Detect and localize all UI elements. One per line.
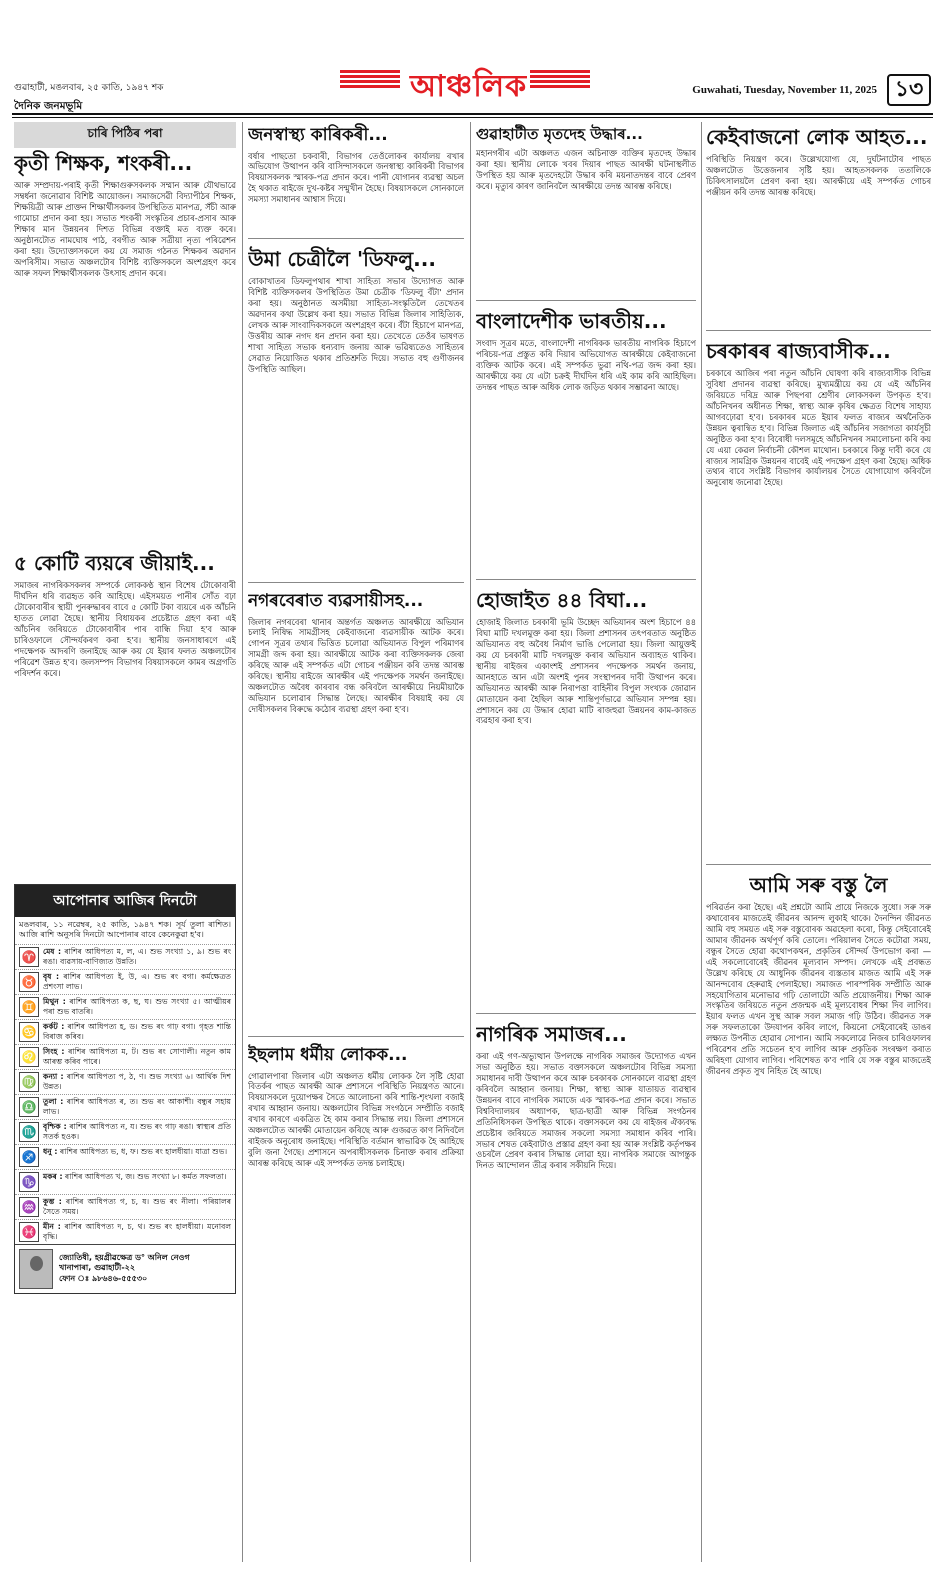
- horoscope-sign: [15, 969, 235, 994]
- masthead-date-english: Guwahati, Tuesday, November 11, 2025: [692, 84, 877, 96]
- headline: ৫ কোটি ব্যয়ৰে জীয়াই...: [14, 551, 215, 575]
- sign-reading: [43, 1047, 231, 1067]
- article-body: সমাজৰ নাগৰিকসকলৰ সম্পৰ্কে লোককণ্ঠ স্থান বিশেষ টোকোবাৰী দীৰ্ঘদিন ধৰি ব্যৱহৃত কৰি আহিছে। এইসময়ত পানীৰ সোঁত বঢ়া টোকোবাৰীৰ স্থায়ী পুনৰুদ্ধাৰৰ বাবে ৫ কোটি টকা ব্যয়ৰে এক আঁচনি হাতত লোৱা হৈছে। স্থানীয় বিধায়কৰ প্ৰচেষ্টাত গ্ৰহণ কৰা এই আঁচনিৰ জৰিয়তে টোকোবাৰীৰ পাৰ বান্ধি দিয়া হ'ব আৰু চাৰিওফালে সৌন্দৰ্যকৰণ কৰা হ'ব। স্থানীয় জনসাধাৰণে এই পদক্ষেপক আদৰণি জনাইছে আৰু কয় যে ইয়াৰ ফলত অঞ্চলটোৰ পৰিৱেশ উন্নত হ'ব। জলসম্পদ বিভাগৰ বিষয়াসকলে কামৰ অগ্ৰগতি পৰিদৰ্শন কৰে।: [14, 580, 236, 678]
- article-body: বৰ্ষাৰ পাছতো চকবাৰী, বিভাগৰ তেওঁলোকৰ কাৰ্যালয় ৰখাৰ অভিযোগ উত্থাপন কৰি বাসিন্দাসকলে জনস্বাস্থ্য কাৰিকৰী বিভাগৰ বিষয়াসকলক স্মাৰক-পত্ৰ প্ৰদান কৰে। পানী যোগানৰ ব্যৱস্থা অচল হৈ থকাত ৰাইজে দুখ-কষ্টৰ সন্মুখীন হৈছে। বিষয়াসকলে সোনকালে সমস্যা সমাধানৰ আশ্বাস দিয়ে।: [248, 150, 464, 205]
- sign-name: মীন :: [43, 1221, 61, 1231]
- article: [248, 588, 464, 1028]
- article: [476, 122, 696, 292]
- article: [248, 244, 464, 574]
- headline: নগৰবেৰাত ব্যৱসায়ীসহ...: [248, 591, 424, 611]
- horoscope-title: আপোনাৰ আজিৰ দিনটো: [15, 885, 235, 917]
- sign-reading: [43, 1222, 231, 1242]
- astrologer-address: খানাপাৰা, গুৱাহাটী-২২: [59, 1263, 136, 1273]
- article-body: হোজাই জিলাত চৰকাৰী ভূমি উচ্ছেদ অভিযানৰ অংশ হিচাপে ৪৪ বিঘা মাটি দখলমুক্ত কৰা হয়। জিলা প্ৰশাসনৰ তৎপৰতাত অনুষ্ঠিত অভিযানত বহু অবৈধ নিৰ্মাণ ভাঙি পেলোৱা হয়। জিলা আয়ুক্তই কয় যে চৰকাৰী মাটি দখলমুক্ত কৰাৰ অভিযান অব্যাহত থাকিব। স্থানীয় ৰাইজৰ একাংশই প্ৰশাসনৰ পদক্ষেপক সমৰ্থন জনায়, আনহাতে আন এটা অংশই পুনৰ সংস্থাপনৰ দাবী উত্থাপন কৰে। অভিযানত আৰক্ষী আৰু নিৰাপত্তা বাহিনীৰ বিপুল সংখ্যক জোৱান মোতায়েন কৰা হৈছিল আৰু শান্তিপূৰ্ণভাৱে অভিযান সম্পন্ন হয়। প্ৰশাসনে কয় যে উদ্ধাৰ হোৱা মাটি ৰাজহুৱা উন্নয়নৰ কাম-কাজত ব্যৱহাৰ কৰা হ'ব।: [476, 617, 696, 726]
- masthead: [0, 0, 945, 118]
- sign-text: ৰাশিৰ আধিপত্য খ, জ। শুভ সংখ্যা ৮। কৰ্মত সফলতা।: [64, 1171, 227, 1181]
- horoscope-sign: [15, 1044, 235, 1069]
- headline: চৰকাৰৰ ৰাজ্যবাসীক...: [706, 339, 891, 363]
- article: [14, 548, 236, 876]
- newspaper-logo: [340, 62, 590, 102]
- headline: কৃতী শিক্ষক, শংকৰী...: [14, 151, 193, 175]
- sign-reading: [43, 1122, 231, 1142]
- headline: কেইবাজনো লোক আহত...: [706, 125, 928, 149]
- sign-text: ৰাশিৰ আধিপত্য ক, ছ, ঘ। শুভ সংখ্যা ৫। আত্মীয়ৰ পৰা শুভ বাতৰি।: [43, 996, 231, 1016]
- logo-text: আঞ্চলিক: [410, 69, 528, 104]
- article: [706, 336, 931, 856]
- horoscope-intro: মঙলবাৰ, ১১ নৱেম্বৰ, ২৫ কাতি, ১৯৪৭ শক। সূৰ্য তুলা ৰাশিত। আজি ৰাশি অনুসৰি দিনটো আপোনাৰ বাবে কেনেকুৱা হ'ব।: [19, 920, 231, 940]
- sign-reading: [43, 1072, 231, 1092]
- article: [248, 122, 464, 230]
- masthead-rule: [12, 113, 933, 115]
- sign-text: ৰাশিৰ আধিপত্য ভ, ধ, ফ। শুভ ৰং হালধীয়া। যাত্ৰা শুভ।: [59, 1146, 228, 1156]
- sign-name: ধনু :: [43, 1146, 58, 1156]
- article-divider: [706, 330, 931, 331]
- article-body: পৰিস্থিতি নিয়ন্ত্ৰণ কৰে। উল্লেখযোগ্য যে, দুৰ্ঘটনাটোৰ পাছত অঞ্চলটোত উত্তেজনাৰ সৃষ্টি হয়। আহতসকলক ততালিকে চিকিৎসালয়লৈ প্ৰেৰণ কৰা হয়। আৰক্ষীয়ে এই সম্পৰ্কত গোচৰ পঞ্জীয়ন কৰি তদন্ত আৰম্ভ কৰিছে।: [706, 154, 931, 197]
- article: [476, 585, 696, 1005]
- article-body: পৰিৱৰ্তন কৰা হৈছে। এই প্ৰশ্নটো আমি প্ৰায়ে নিজকে সুধো। সৰু সৰু কথাবোৰৰ মাজতেই জীৱনৰ আনন্দ লুকাই থাকে। দৈনন্দিন জীৱনত আমি বহু সময়ত এই সৰু বস্তুবোৰক অৱহেলা কৰো, কিন্তু সেইবোৰেই আমাৰ জীৱনক অৰ্থপূৰ্ণ কৰি তোলে। পৰিয়ালৰ সৈতে কটোৱা সময়, বন্ধুৰ সৈতে হোৱা কথোপকথন, প্ৰকৃতিৰ সৌন্দৰ্য উপভোগ কৰা — এই সকলোবোৰেই জীৱনৰ মূল্যবান সম্পদ। লেখকে এই প্ৰবন্ধত উল্লেখ কৰিছে যে আধুনিক জীৱনৰ ব্যস্ততাৰ মাজত আমি এই সৰু আনন্দবোৰ হেৰুৱাই পেলাইছো। সমাজত পাৰস্পৰিক সম্প্ৰীতি আৰু সহযোগিতাৰ মনোভাৱ গঢ়ি তোলাটো অতি প্ৰয়োজনীয়। শিক্ষা আৰু সংস্কৃতিৰ জৰিয়তে নতুন প্ৰজন্মক এই মূল্যবোধৰ শিক্ষা দিব লাগিব। ইয়াৰ ফলত এখন সুস্থ আৰু সবল সমাজ গঢ়ি উঠিব। জীৱনত সৰু সৰু সফলতাকো উদযাপন কৰিব লাগে, কিয়নো সেইবোৰেই ডাঙৰ লক্ষ্যত উপনীত হোৱাৰ সোপান। আমি সকলোৱে নিজৰ চাৰিওফালৰ পৰিৱেশৰ প্ৰতি সচেতন হ'ব লাগিব আৰু প্ৰকৃতিক সংৰক্ষণ কৰাত অৰিহণা যোগাব লাগিব। পৰিশেষত ক'ব পাৰি যে সৰু বস্তুৰ মাজতেই জীৱনৰ প্ৰকৃত সুখ নিহিত হৈ আছে।: [706, 902, 931, 1077]
- sign-name: সিংহ :: [43, 1046, 65, 1056]
- astrologer-details: [59, 1253, 190, 1285]
- sign-text: ৰাশিৰ আধিপত্য ৰ, ত। শুভ ৰং আকাশী। বন্ধুৰ সহায় লাভ।: [43, 1096, 231, 1116]
- sign-name: কন্যা :: [43, 1071, 64, 1081]
- article-body: জিলাৰ নগৰবেৰা থানাৰ অন্তৰ্গত অঞ্চলত আৰক্ষীয়ে অভিযান চলাই নিষিদ্ধ সামগ্ৰীসহ কেইবাজনো ব্যৱসায়ীক আটক কৰে। গোপন সূত্ৰৰ তথ্যৰ ভিত্তিত চলোৱা অভিযানত বিপুল পৰিমাণৰ সামগ্ৰী জব্দ কৰা হয়। আৰক্ষীয়ে আটক কৰা ব্যক্তিসকলক জেৰা কৰিছে আৰু এই সম্পৰ্কত এটা গোচৰ পঞ্জীয়ন কৰি তদন্ত আৰম্ভ কৰিছে। স্থানীয় ৰাইজে আৰক্ষীৰ এই পদক্ষেপক সমৰ্থন জনাইছে। অঞ্চলটোত অবৈধ কাৰবাৰ বন্ধ কৰিবলৈ আৰক্ষীয়ে নিয়মীয়াকৈ অভিযান চলোৱাৰ সিদ্ধান্ত লৈছে। আৰক্ষীৰ বিষয়াই কয় যে দোষীসকলৰ বিৰুদ্ধে কঠোৰ ব্যৱস্থা গ্ৰহণ কৰা হ'ব।: [248, 616, 464, 715]
- sign-text: ৰাশিৰ আধিপত্য হ, ড। শুভ ৰং গাঢ় বগা। গৃহত শান্তি বিৰাজ কৰিব।: [43, 1021, 231, 1041]
- astrologer-credit: [15, 1244, 235, 1293]
- horoscope-sign: [15, 1194, 235, 1219]
- column-3: [476, 122, 696, 1562]
- zodiac-icon: ♍: [19, 1072, 39, 1092]
- sign-text: ৰাশিৰ আধিপত্য প, ঠ, ণ। শুভ সংখ্যা ৬। আৰ্থিক দিশ উন্নত।: [43, 1071, 231, 1091]
- sign-reading: [43, 1172, 226, 1182]
- zodiac-icon: ♋: [19, 1022, 39, 1042]
- headline: জনস্বাস্থ্য কাৰিকৰী...: [248, 125, 388, 145]
- article: [476, 306, 696, 571]
- sign-reading: [43, 1147, 227, 1157]
- sign-text: ৰাশিৰ আধিপত্য ন, য। শুভ ৰং গাঢ় ৰঙা। স্বাস্থ্যৰ প্ৰতি সতৰ্ক হওক।: [43, 1121, 231, 1141]
- article-body: গোৱালপাৰা জিলাৰ এটা অঞ্চলত ধৰ্মীয় লোকক লৈ সৃষ্টি হোৱা বিতৰ্কৰ পাছত আৰক্ষী আৰু প্ৰশাসনে পৰিস্থিতি নিয়ন্ত্ৰণত আনে। বিষয়াসকলে দুয়োপক্ষৰ সৈতে আলোচনা কৰি শান্তি-শৃংখলা বজাই ৰখাৰ আহ্বান জনায়। অঞ্চলটোৰ বিভিন্ন সংগঠনে সম্প্ৰীতি বজাই ৰখাৰ কাৰণে একত্ৰিত হৈ কাম কৰাৰ সিদ্ধান্ত লয়। জিলা প্ৰশাসনে অঞ্চলটোত আৰক্ষী মোতায়েন কৰিছে আৰু গুজৱত কাণ নিদিবলৈ ৰাইজক অনুৰোধ জনাইছে। পৰিস্থিতি বৰ্তমান স্বাভাৱিক হৈ আহিছে বুলি জনা গৈছে। প্ৰশাসনে অপৰাধীসকলক চিনাক্ত কৰাৰ প্ৰক্ৰিয়া আৰম্ভ কৰিছে আৰু এই সম্পৰ্কত তদন্ত চলাইছে।: [248, 1070, 464, 1169]
- kicker-label: চাৰি পিঠিৰ পৰা: [14, 122, 236, 148]
- sign-name: কৰ্কট :: [43, 1021, 65, 1031]
- sign-reading: [43, 972, 231, 992]
- sign-text: ৰাশিৰ আধিপত্য ম, ট। শুভ ৰং সোণালী। নতুন কাম আৰম্ভ কৰিব পাৰে।: [43, 1046, 231, 1066]
- column-1: [14, 122, 236, 1562]
- page-number: ১৩: [887, 74, 931, 106]
- article-divider: [248, 238, 464, 239]
- article-body: সংবাদ সূত্ৰৰ মতে, বাংলাদেশী নাগৰিকক ভাৰতীয় নাগৰিক হিচাপে পৰিচয়-পত্ৰ প্ৰস্তুত কৰি দিয়াৰ অভিযোগত আৰক্ষীয়ে কেইবাজনো ব্যক্তিক আটক কৰে। এই সম্পৰ্কত ভুৱা নথি-পত্ৰ জব্দ কৰা হয়। আৰক্ষীয়ে কয় যে এটা চক্ৰই দীৰ্ঘদিন ধৰি এই কাম কৰি আহিছিল। তদন্তৰ পাছত আৰু অধিক লোক জড়িত থকাৰ সম্ভাৱনা আছে।: [476, 338, 696, 392]
- section-label: দৈনিক জনমভূমি: [14, 100, 83, 112]
- sign-text: ৰাশিৰ আধিপত্য দ, চ, থ। শুভ ৰং হালধীয়া। মনোবল বৃদ্ধি।: [43, 1221, 231, 1241]
- zodiac-icon: ♉: [19, 972, 39, 992]
- horoscope-sign: [15, 944, 235, 969]
- article-body: আৰু সম্প্ৰদায়-পৰাই কৃতী শিক্ষাগুৰুসকলক সম্মান আৰু যৌথভাৱে সম্বৰ্ধনা জনোৱাৰ বিশিষ্ট আয়োজন। সমাজসেৱী বিদ্যাপীঠৰ শিক্ষক, শিক্ষয়িত্ৰী আৰু প্ৰাক্তন শিক্ষাৰ্থীসকলৰ উপস্থিতিত মানপত্ৰ, সঁচী আৰু গামোচা প্ৰদান কৰা হয়। সভাত শংকৰী সংস্কৃতিৰ প্ৰচাৰ-প্ৰসাৰ আৰু শিক্ষাৰ মান উন্নয়নৰ দিশত বিভিন্ন বক্তাই মত ব্যক্ত কৰে। অনুষ্ঠানটোত নামঘোষ পাঠ, বৰগীত আৰু সত্ৰীয়া নৃত্য পৰিৱেশন কৰা হয়। উদ্যোক্তাসকলে কয় যে সমাজ গঠনত শিক্ষকৰ অৱদান অপৰিসীম। সভাত অঞ্চলটোৰ বিশিষ্ট ব্যক্তিসকলে অংশগ্ৰহণ কৰে আৰু সফল শিক্ষাৰ্থীসকলক উৎসাহ প্ৰদান কৰে।: [14, 180, 236, 278]
- sign-name: বৃষ :: [43, 971, 60, 981]
- horoscope-signs: [15, 944, 235, 1244]
- masthead-date-assamese: গুৱাহাটী, মঙলবাৰ, ২৫ কাতি, ১৯৪৭ শক: [14, 83, 164, 93]
- horoscope-box: [14, 884, 236, 1294]
- article-body: মহানগৰীৰ এটা অঞ্চলত এজন অচিনাক্ত ব্যক্তিৰ মৃতদেহ উদ্ধাৰ কৰা হয়। স্থানীয় লোকে খবৰ দিয়াৰ পাছত আৰক্ষী ঘটনাস্থলীত উপস্থিত হয় আৰু মৃতদেহটো উদ্ধাৰ কৰি ময়নাতদন্তৰ বাবে প্ৰেৰণ কৰে। মৃত্যুৰ কাৰণ জানিবলৈ আৰক্ষীয়ে তদন্ত আৰম্ভ কৰিছে।: [476, 148, 696, 192]
- sign-name: মিথুন :: [43, 996, 66, 1006]
- headline: গুৱাহাটীত মৃতদেহ উদ্ধাৰ...: [476, 125, 643, 143]
- column-divider: [701, 122, 702, 1562]
- logo-stripes-right: [530, 70, 590, 94]
- sign-text: ৰাশিৰ আধিপত্য ই, উ, এ। শুভ ৰং বগা। কৰ্মক্ষেত্ৰত প্ৰশংসা লাভ।: [43, 971, 231, 991]
- column-divider: [470, 122, 471, 1562]
- sign-reading: [43, 1022, 231, 1042]
- headline: ইছলাম ধৰ্মীয় লোকক...: [248, 1045, 408, 1065]
- article: [706, 870, 931, 1560]
- sign-name: বৃশ্চিক :: [43, 1121, 67, 1131]
- article-divider: [476, 300, 696, 301]
- astrologer-phone: ফোন ঃ ৯৮৬৪৬-৫৫৫৩০: [59, 1274, 148, 1284]
- horoscope-sign: [15, 1169, 235, 1194]
- article: [248, 1042, 464, 1542]
- horoscope-sign: [15, 1119, 235, 1144]
- horoscope-sign: [15, 1019, 235, 1044]
- article-body: কৰা এই গণ-অভ্যুত্থান উপলক্ষে নাগৰিক সমাজৰ উদ্যোগত এখন সভা অনুষ্ঠিত হয়। সভাত বক্তাসকলে অঞ্চলটোৰ বিভিন্ন সমস্যা সমাধানৰ দাবী উত্থাপন কৰে আৰু চৰকাৰক সোনকালে ব্যৱস্থা গ্ৰহণ কৰিবলৈ আহ্বান জনায়। শিক্ষা, স্বাস্থ্য আৰু যাতায়ত ব্যৱস্থাৰ উন্নয়নৰ বাবে নাগৰিক সমাজে এক স্মাৰক-পত্ৰ প্ৰদান কৰে। সভাত বিশ্ববিদ্যালয়ৰ অধ্যাপক, ছাত্ৰ-ছাত্ৰী আৰু বিভিন্ন সংগঠনৰ প্ৰতিনিধিসকল উপস্থিত থাকে। বক্তাসকলে কয় যে ৰাইজৰ ঐক্যবদ্ধ প্ৰচেষ্টাৰ জৰিয়তে সমাজৰ সকলো সমস্যা সমাধান কৰিব পাৰি। সভাৰ শেষত কেইবাটাও প্ৰস্তাৱ গ্ৰহণ কৰা হয় আৰু সংশ্লিষ্ট কৰ্তৃপক্ষৰ ওচৰলৈ প্ৰেৰণ কৰাৰ সিদ্ধান্ত লোৱা হয়। নাগৰিক সমাজে আগন্তুক দিনত আন্দোলন তীব্ৰ কৰাৰ সকীয়নি দিয়ে।: [476, 1051, 696, 1171]
- column-4: [706, 122, 931, 1562]
- logo-stripes-left: [340, 70, 400, 94]
- zodiac-icon: ♐: [19, 1147, 39, 1167]
- headline: বাংলাদেশীক ভাৰতীয়...: [476, 309, 667, 333]
- sign-name: মকৰ :: [43, 1171, 63, 1181]
- sign-text: ৰাশিৰ আধিপত্য ম, ল, এ। শুভ সংখ্যা ১, ৯। শুভ ৰং ৰঙা। ব্যৱসায়-বাণিজ্যত উন্নতি।: [43, 946, 231, 966]
- zodiac-icon: ♎: [19, 1097, 39, 1117]
- column-2: [248, 122, 464, 1562]
- article-body: বোকাখাতৰ ডিফলুপথাৰ শাখা সাহিত্য সভাৰ উদ্যোগত আৰু বিশিষ্ট ব্যক্তিসকলৰ উপস্থিতিত উমা চেত্ৰীক 'ডিফলু বঁটা' প্ৰদান কৰা হয়। অনুষ্ঠানত অসমীয়া সাহিত্য-সংস্কৃতিলৈ তেখেতৰ অৱদানৰ কথা উল্লেখ কৰা হয়। সভাত বিভিন্ন জিলাৰ সাহিত্যিক, লেখক আৰু সাংবাদিকসকলে অংশগ্ৰহণ কৰে। বঁটা হিচাপে মানপত্ৰ, উত্তৰীয় আৰু নগদ ধন প্ৰদান কৰা হয়। তেখেতে তেওঁৰ ভাষণত শাখা সাহিত্য সভাক ধন্যবাদ জনায় আৰু ভৱিষ্যতেও সাহিত্যৰ সেৱাত নিয়োজিত থকাৰ প্ৰতিশ্ৰুতি দিয়ে। সভাত বহু গুণীজনৰ উপস্থিতি আছিল।: [248, 276, 464, 374]
- column-divider: [242, 122, 243, 1562]
- article-divider: [476, 1013, 696, 1014]
- zodiac-icon: ♒: [19, 1197, 39, 1217]
- zodiac-icon: ♈: [19, 947, 39, 967]
- masthead-rule-thin: [12, 117, 933, 118]
- horoscope-sign: [15, 1144, 235, 1169]
- article-divider: [248, 1036, 464, 1037]
- sign-reading: [43, 997, 231, 1017]
- zodiac-icon: ♊: [19, 997, 39, 1017]
- zodiac-icon: ♓: [19, 1222, 39, 1242]
- horoscope-sign: [15, 994, 235, 1019]
- sign-reading: [43, 1097, 231, 1117]
- article-body: চৰকাৰে আজিৰ পৰা নতুন আঁচনি ঘোষণা কৰি ৰাজ্যবাসীক বিভিন্ন সুবিধা প্ৰদানৰ ব্যৱস্থা কৰিছে। মুখ্যমন্ত্ৰীয়ে কয় যে এই আঁচনিৰ জৰিয়তে দৰিদ্ৰ আৰু পিছপৰা শ্ৰেণীৰ লোকসকল উপকৃত হ'ব। আঁচনিখনৰ অধীনত শিক্ষা, স্বাস্থ্য আৰু কৃষিৰ ক্ষেত্ৰত বিশেষ সাহায্য আগবঢ়োৱা হ'ব। চৰকাৰৰ মতে ইয়াৰ ফলত ৰাজ্যৰ অৰ্থনৈতিক উন্নয়ন ত্বৰান্বিত হ'ব। বিভিন্ন জিলাত এই আঁচনিৰ সজাগতা কাৰ্যসূচী অনুষ্ঠিত কৰা হ'ব। বিৰোধী দলসমূহে আঁচনিখনৰ সমালোচনা কৰি কয় যে এয়া কেৱল নিৰ্বাচনী কৌশল মাথোন। চৰকাৰে কিন্তু দাবী কৰে যে ৰাজ্যৰ সামগ্ৰিক উন্নয়নৰ বাবেই এই পদক্ষেপ গ্ৰহণ কৰা হৈছে। অধিক তথ্যৰ বাবে সংশ্লিষ্ট বিভাগৰ কাৰ্যালয়ৰ সৈতে যোগাযোগ কৰিবলৈ অনুৰোধ জনোৱা হৈছে।: [706, 368, 931, 488]
- horoscope-sign: [15, 1094, 235, 1119]
- sign-reading: [43, 947, 231, 967]
- article-divider: [476, 579, 696, 580]
- zodiac-icon: ♑: [19, 1172, 39, 1192]
- zodiac-icon: ♏: [19, 1122, 39, 1142]
- headline: হোজাইত ৪৪ বিঘা...: [476, 588, 648, 612]
- sign-reading: [43, 1197, 231, 1217]
- article: [706, 122, 931, 322]
- sign-text: ৰাশিৰ আধিপত্য গ, চ, ষ। শুভ ৰং নীলা। পৰিয়ালৰ সৈতে সময়।: [43, 1196, 232, 1216]
- article-divider: [248, 582, 464, 583]
- sign-name: তুলা :: [43, 1096, 64, 1106]
- astrologer-photo: [19, 1249, 53, 1289]
- article: [476, 1019, 696, 1559]
- headline: আমি সৰু বস্তু লৈ: [749, 873, 888, 897]
- horoscope-sign: [15, 1219, 235, 1244]
- sign-name: মেষ :: [43, 946, 62, 956]
- headline: উমা চেত্ৰীলৈ 'ডিফলু...: [248, 247, 436, 271]
- horoscope-sign: [15, 1069, 235, 1094]
- sign-name: কুম্ভ :: [43, 1196, 62, 1206]
- article: [14, 148, 236, 540]
- astrologer-name: জ্যোতিষী, হয়গ্ৰীৱক্ষেত্ৰ ড° অনিল নেওগ: [59, 1252, 190, 1262]
- headline: নাগৰিক সমাজৰ...: [476, 1022, 627, 1046]
- article-divider: [706, 864, 931, 865]
- zodiac-icon: ♌: [19, 1047, 39, 1067]
